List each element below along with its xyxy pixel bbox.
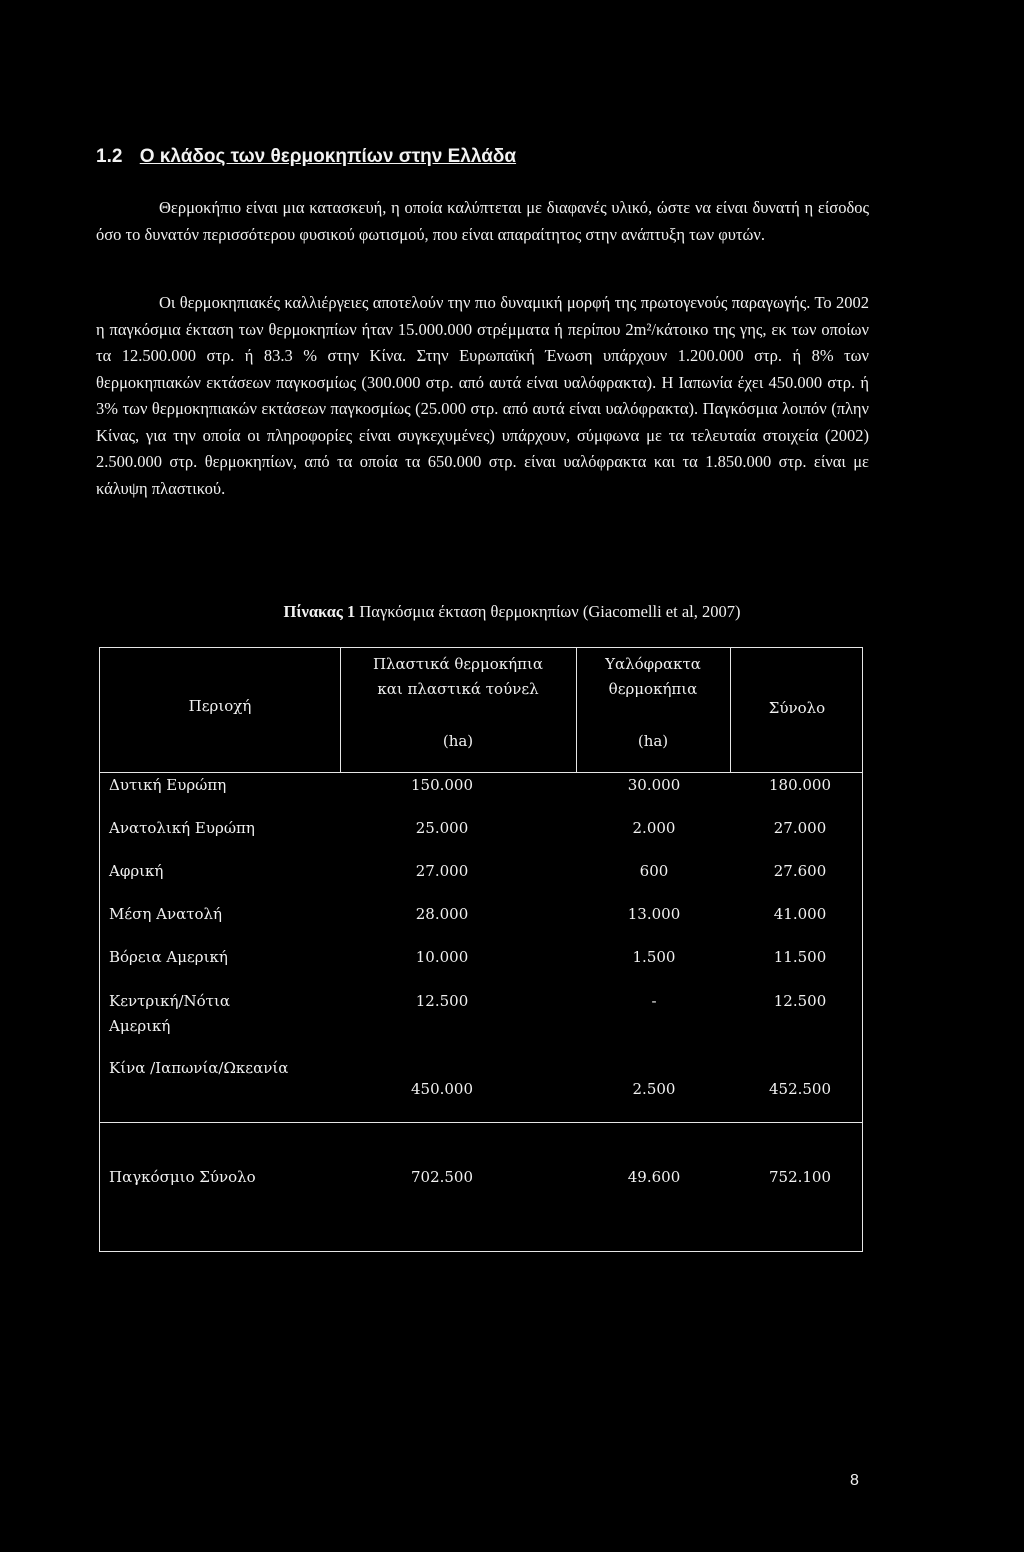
section-number: 1.2 xyxy=(96,146,123,167)
row-plastic: 28.000 xyxy=(415,905,469,923)
row-region: Αφρική xyxy=(109,862,164,880)
header-plastic-unit: (ha) xyxy=(442,732,474,750)
row-total: 12.500 xyxy=(773,992,827,1010)
row-region: Κεντρική/Νότια xyxy=(109,992,230,1010)
row-total: 27.000 xyxy=(773,819,827,837)
row-plastic: 25.000 xyxy=(415,819,469,837)
greenhouse-area-table xyxy=(99,647,863,1252)
row-region-continued: Αμερική xyxy=(109,1017,171,1035)
row-region: Κίνα /Ιαπωνία/Ωκεανία xyxy=(109,1059,289,1077)
row-plastic: 10.000 xyxy=(415,948,469,966)
row-region: Ανατολική Ευρώπη xyxy=(109,819,255,837)
row-region: Δυτική Ευρώπη xyxy=(109,776,227,794)
row-glass: 2.500 xyxy=(632,1080,676,1098)
row-plastic: 12.500 xyxy=(415,992,469,1010)
row-region: Μέση Ανατολή xyxy=(109,905,223,923)
table-caption-label: Πίνακας 1 xyxy=(283,602,356,621)
row-glass: 2.000 xyxy=(632,819,676,837)
page-number: 8 xyxy=(850,1472,859,1489)
header-bottom-rule xyxy=(100,772,862,773)
row-plastic: 27.000 xyxy=(415,862,469,880)
row-total: 180.000 xyxy=(768,776,832,794)
row-glass: 600 xyxy=(639,862,669,880)
header-plastic-line1: Πλαστικά θερμοκήπια xyxy=(372,655,544,673)
row-region: Βόρεια Αμερική xyxy=(109,948,228,966)
header-region: Περιοχή xyxy=(188,697,252,715)
row-glass: 1.500 xyxy=(632,948,676,966)
world-total-sum: 752.100 xyxy=(768,1168,832,1186)
section-heading xyxy=(96,146,516,168)
header-glass-line2: θερμοκήπια xyxy=(608,680,698,698)
row-total: 11.500 xyxy=(773,948,827,966)
world-total-plastic: 702.500 xyxy=(410,1168,474,1186)
row-plastic: 150.000 xyxy=(410,776,474,794)
section-title: Ο κλάδος των θερμοκηπίων στην Ελλάδα xyxy=(139,146,517,167)
table-caption-text: Παγκόσμια έκταση θερμοκηπίων (Giacomelli et al, 2007) xyxy=(359,602,741,621)
row-glass: 30.000 xyxy=(627,776,681,794)
header-glass-line1: Υαλόφρακτα xyxy=(605,655,701,673)
paragraph-statistics: Οι θερμοκηπιακές καλλιέργειες αποτελούν την πιο δυναμική μορφή της πρωτογενούς παραγωγής. Το 2002 η παγκόσμια έκταση των θερμοκηπίων ήταν 15.000.000 στρέμματα ή περίπου 2m²/κάτοικο της γης, εκ των οποίων τα 12.500.000 στρ. ή 83.3 % στην Κίνα. Στην Ευρωπαϊκή Ένωση υπάρχουν 1.200.000 στρ. ή 8% των θερμοκηπιακών εκτάσεων παγκοσμίως (300.000 στρ. από αυτά είναι υαλόφρακτα). Η Ιαπωνία έχει 450.000 στρ. ή 3% των θερμοκηπιακών εκτάσεων παγκοσμίως (25.000 στρ. από αυτά είναι υαλόφρακτα). Παγκόσμια λοιπόν (πλην Κίνας, για την οποία οι πληροφορίες είναι συγκεχυμένες) υπάρχουν, σύμφωνα με τα τελευταία στοιχεία (2002) 2.500.000 στρ. θερμοκηπίων, από τα οποία τα 650.000 στρ. είναι υαλόφρακτα και τα 1.850.000 στρ. είναι με κάλυψη πλαστικού. xyxy=(96,293,869,498)
header-plastic xyxy=(340,652,576,754)
header-plastic-line2: και πλαστικά τούνελ xyxy=(377,680,539,698)
row-total: 27.600 xyxy=(773,862,827,880)
total-row-rule xyxy=(100,1122,862,1123)
row-glass: 13.000 xyxy=(627,905,681,923)
row-glass: - xyxy=(651,992,657,1010)
row-total: 41.000 xyxy=(773,905,827,923)
world-total-glass: 49.600 xyxy=(627,1168,681,1186)
header-glass xyxy=(576,652,730,754)
table-caption xyxy=(0,602,1024,622)
row-plastic: 450.000 xyxy=(410,1080,474,1098)
header-glass-unit: (ha) xyxy=(637,732,669,750)
header-total: Σύνολο xyxy=(768,699,826,717)
row-total: 452.500 xyxy=(768,1080,832,1098)
paragraph-definition: Θερμοκήπιο είναι μια κατασκευή, η οποία καλύπτεται με διαφανές υλικό, ώστε να είναι δυνατή η είσοδος όσο το δυνατόν περισσότερου φυσικού φωτισμού, που είναι απαραίτητος στην ανάπτυξη των φυτών. xyxy=(96,198,869,244)
world-total-label: Παγκόσμιο Σύνολο xyxy=(109,1168,256,1186)
